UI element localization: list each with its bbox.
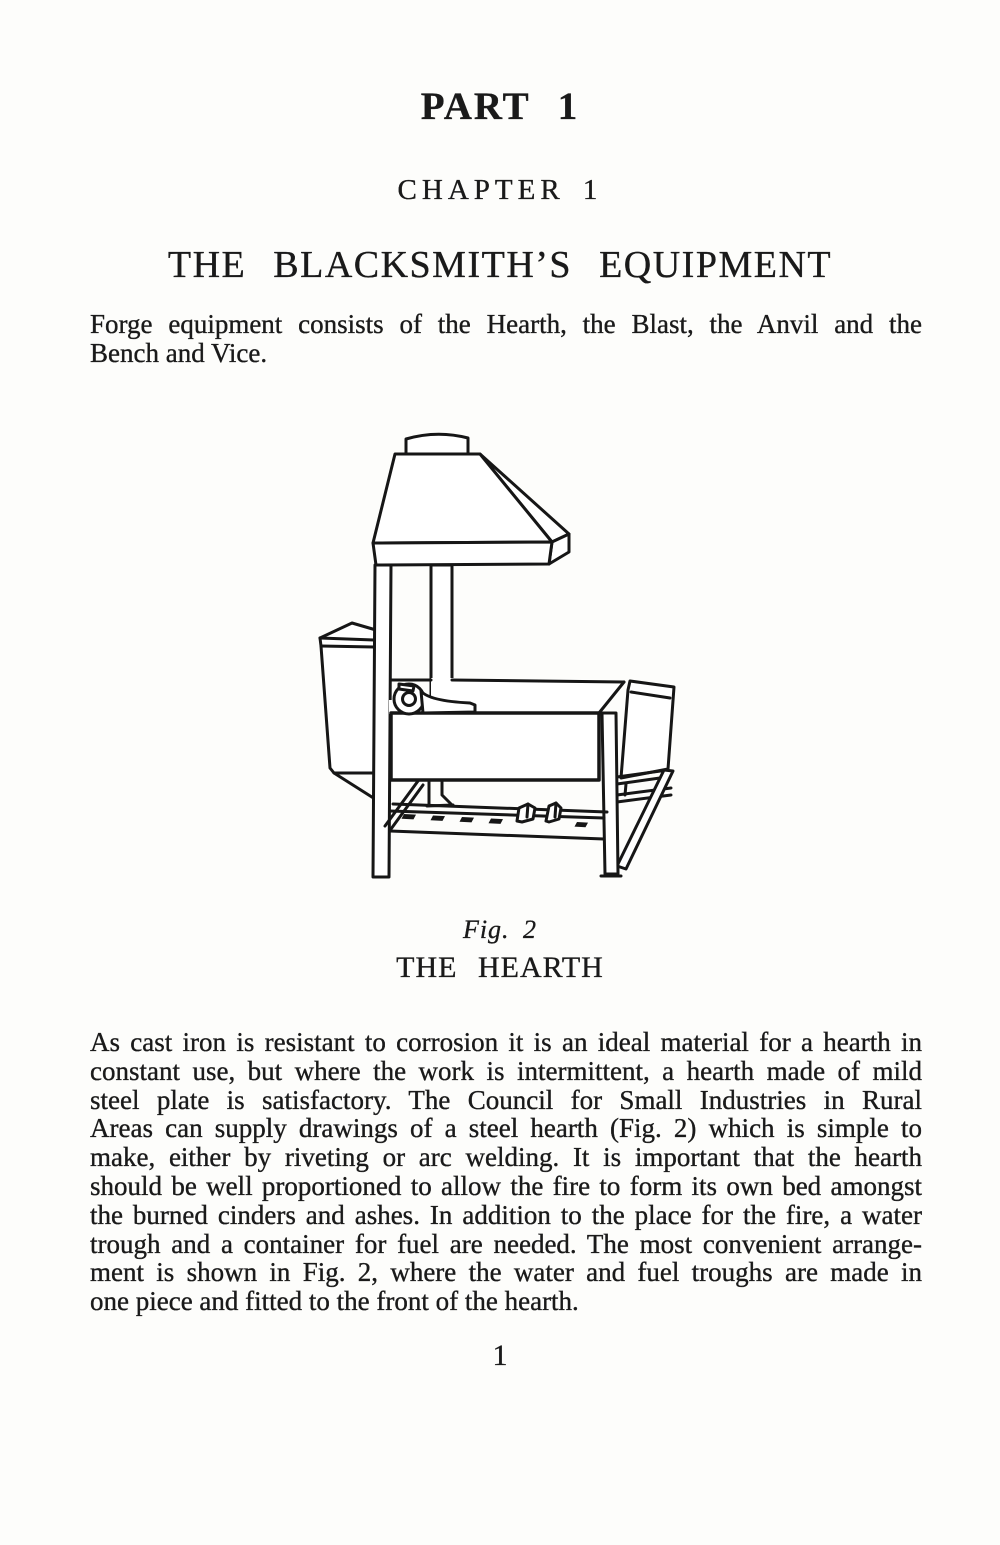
body-paragraph <box>90 1028 922 1316</box>
chimney-stub <box>406 434 468 455</box>
fire-brick <box>546 803 561 822</box>
fuel-trough <box>621 681 674 778</box>
body-line: the burned cinders and ashes. In addition to the place for the fire, a water <box>90 1199 922 1230</box>
body-line: steel plate is satisfactory. The Council for Small Industries in Rural <box>90 1084 922 1115</box>
water-trough <box>320 623 377 799</box>
intro-line: Forge equipment consists of the Hearth, the Blast, the Anvil and the <box>90 309 922 339</box>
body-line: ment is shown in Fig. 2, where the water and fuel troughs are made in <box>90 1257 922 1288</box>
body-line: constant use, but where the work is intermittent, a hearth made of mild <box>90 1055 922 1086</box>
intro-line: Bench and Vice. <box>90 337 268 368</box>
hood <box>373 434 569 565</box>
right-frame <box>617 770 673 869</box>
left-leg <box>373 565 391 877</box>
body-line: should be well proportioned to allow the fire to form its own bed amongst <box>90 1170 922 1201</box>
page-number: 1 <box>492 1339 508 1372</box>
body-line: Areas can supply drawings of a steel hearth (Fig. 2) which is simple to <box>90 1113 922 1144</box>
body-line: As cast iron is resistant to corrosion it is an ideal material for a hearth in <box>90 1027 922 1057</box>
right-leg <box>601 713 621 876</box>
hearth-line-drawing <box>305 425 700 885</box>
body-line: one piece and fitted to the front of the hearth. <box>90 1286 579 1317</box>
part-heading: PART 1 <box>420 85 580 128</box>
page-title: THE BLACKSMITH’S EQUIPMENT <box>167 244 833 286</box>
intro-paragraph <box>90 310 922 368</box>
body-line: make, either by riveting or arc welding. It is important that the hearth <box>90 1142 922 1173</box>
chapter-heading: CHAPTER 1 <box>397 174 603 206</box>
figure-caption: Fig. 2 <box>462 915 538 944</box>
body-line: trough and a container for fuel are needed. The most convenient arrange- <box>90 1228 922 1259</box>
section-heading: THE HEARTH <box>396 951 604 984</box>
column-foot <box>427 780 453 806</box>
bottom-shelf <box>385 781 607 839</box>
